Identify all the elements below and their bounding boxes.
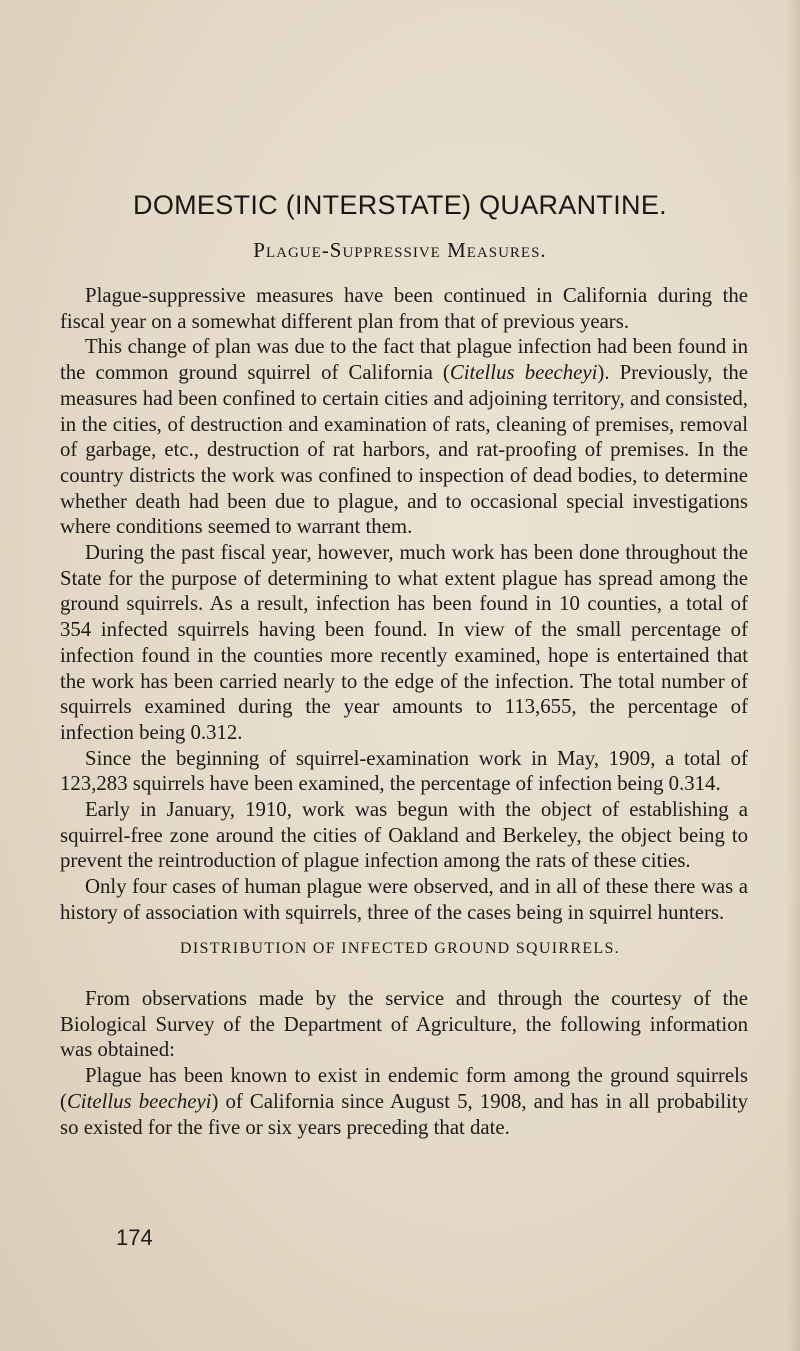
species-name: Citellus beecheyi xyxy=(449,361,598,385)
paragraph: Since the beginning of squirrel-examination work in May, 1909, a total of 123,283 squirrels have been examined, the percentage of infection being 0.314. xyxy=(60,746,748,796)
paragraph: Plague-suppressive measures have been continued in California during the fiscal year on a somewhat different plan from that of previous years. xyxy=(60,284,748,333)
page-title: DOMESTIC (INTERSTATE) QUARANTINE. xyxy=(133,190,667,220)
page-number: 174 xyxy=(116,1225,153,1250)
body-section-plague-measures xyxy=(60,283,748,926)
species-name: Citellus beecheyi xyxy=(66,1089,212,1113)
section-heading: DISTRIBUTION OF INFECTED GROUND SQUIRRELS. xyxy=(180,940,620,957)
page-subtitle: Plague-Suppressive Measures. xyxy=(253,238,547,262)
paragraph: From observations made by the service and through the courtesy of the Biological Survey of the Department of Agriculture, the following information was obtained: xyxy=(60,987,748,1062)
body-section-distribution xyxy=(60,986,748,1140)
page-edge-shadow xyxy=(786,0,800,1351)
paragraph: Early in January, 1910, work was begun with the object of establishing a squirrel-free zone around the cities of Oakland and Berkeley, the object being to prevent the reintroduction of plague infection among the rats of these cities. xyxy=(60,798,748,873)
paragraph: This change of plan was due to the fact that plague infection had been found in the common ground squirrel of California (Citellus beecheyi). Previously, the measures had been confined to certain cities and adjoining territory, and consisted, in the cities, of destruction and examination of rats, cleaning of premises, removal of garbage, etc., destruction of rat harbors, and rat-proofing of premises. In the country districts the work was confined to inspection of dead bodies, to determine whether death had been due to plague, and to occasional special investigations where conditions seemed to warrant them. xyxy=(60,335,748,539)
paragraph: Plague has been known to exist in endemic form among the ground squirrels (Citellus beecheyi) of California since August 5, 1908, and has in all probability so existed for the five or six years preceding that date. xyxy=(60,1064,748,1139)
paragraph: During the past fiscal year, however, much work has been done throughout the State for the purpose of determining to what extent plague has spread among the ground squirrels. As a result, infection has been found in 10 counties, a total of 354 infected squirrels having been found. In view of the small percentage of infection found in the counties more recently examined, hope is entertained that the work has been carried nearly to the edge of the infection. The total number of squirrels examined during the year amounts to 113,655, the percentage of infection being 0.312. xyxy=(60,541,748,744)
paragraph: Only four cases of human plague were observed, and in all of these there was a history of association with squirrels, three of the cases being in squirrel hunters. xyxy=(60,875,748,924)
